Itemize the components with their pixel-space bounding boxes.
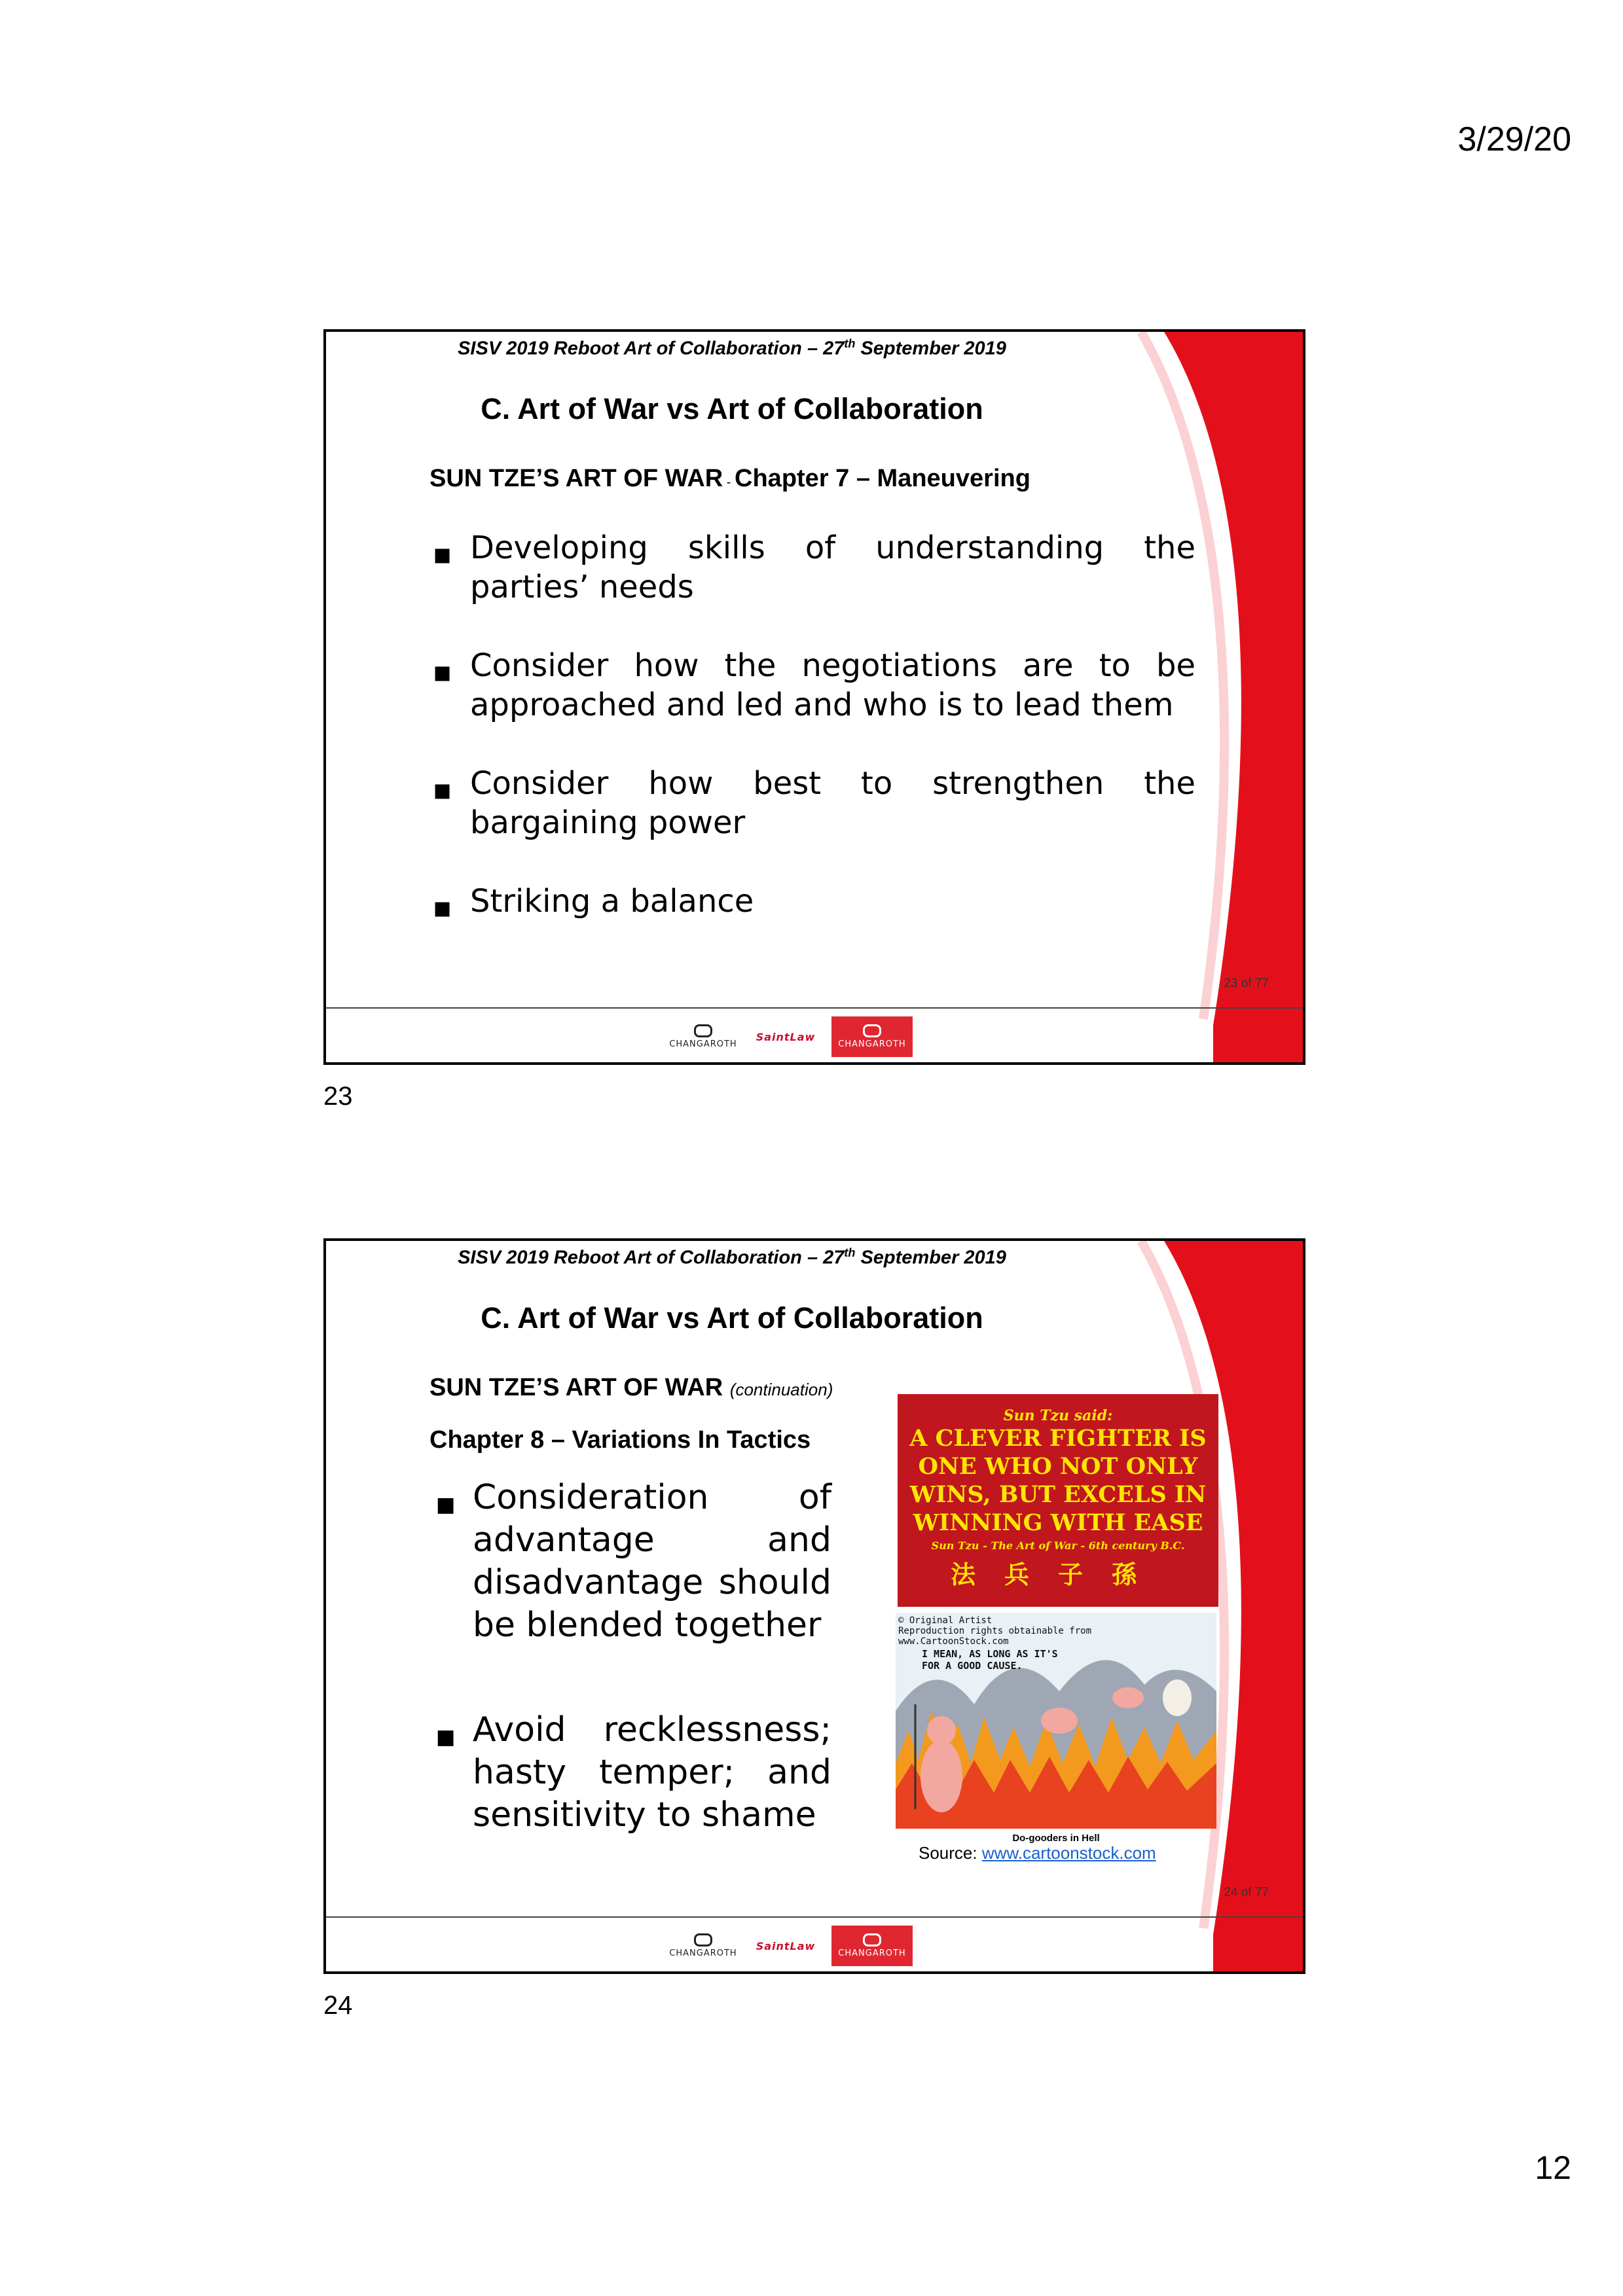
cartoon-speech: I MEAN, AS LONG AS IT'S FOR A GOOD CAUSE. (922, 1648, 1058, 1672)
bullet-list (429, 528, 1195, 921)
changaroth-chambers-logo: CHANGAROTH (666, 1926, 740, 1966)
slide-counter: 24 of 77 (1224, 1886, 1269, 1899)
bullet-item: ■ Consider how the negotiations are to be approached and led and who is to lead them (433, 647, 1195, 723)
changaroth-consultancy-logo: CHANGAROTH (831, 1926, 913, 1966)
bullet-marker: ■ (433, 661, 452, 684)
saintlaw-logo: SaintLaw (749, 1016, 822, 1057)
footer-logos (666, 1926, 913, 1966)
image-source: Source: www.cartoonstock.com (919, 1843, 1156, 1863)
bullet-item: ■ Striking a balance (429, 882, 1195, 921)
poster-line: A CLEVER FIGHTER IS (909, 1425, 1207, 1452)
slide-subtitle (429, 1374, 833, 1402)
slide-title: C. Art of War vs Art of Collaboration (481, 1301, 983, 1335)
book-title: SUN TZE’S ART OF WAR (429, 1374, 723, 1401)
footer-logos (666, 1016, 913, 1057)
bullet-marker: ■ (433, 897, 452, 920)
poster-line: WINS, BUT EXCELS IN (909, 1481, 1207, 1508)
cartoon-rights: Reproduction rights obtainable from (898, 1626, 1092, 1636)
bullet-marker: ■ (436, 1492, 456, 1516)
chapter-title: Chapter 8 – Variations In Tactics (429, 1426, 811, 1454)
saintlaw-logo: SaintLaw (749, 1926, 822, 1966)
bullet-item: ■ Consider how best to strengthen the bargaining power (433, 765, 1195, 841)
book-title: SUN TZE’S ART OF WAR (429, 465, 723, 492)
changaroth-chambers-logo: CHANGAROTH (666, 1016, 740, 1057)
poster-attribution: Sun Tzu - The Art of War - 6th century B.C. (931, 1539, 1185, 1552)
bullet-marker: ■ (433, 543, 452, 566)
continuation-note: (continuation) (729, 1380, 833, 1399)
bullet-marker: ■ (436, 1725, 456, 1749)
slide-counter: 23 of 77 (1224, 977, 1269, 990)
slide-title: C. Art of War vs Art of Collaboration (481, 392, 983, 425)
source-link[interactable]: www.cartoonstock.com (981, 1843, 1156, 1863)
page-number: 12 (1535, 2149, 1571, 2186)
bullet-marker: ■ (433, 779, 452, 802)
footer-divider (326, 1916, 1305, 1918)
bullet-item: ■ Consideration of advantage and disadvantage should be blended together (436, 1478, 831, 1645)
slide-23 (323, 329, 1305, 1065)
poster-line: ONE WHO NOT ONLY (918, 1453, 1198, 1480)
do-gooders-cartoon (896, 1613, 1216, 1829)
slide-header: SISV 2019 Reboot Art of Collaboration – 27th September 2019 (458, 1246, 1006, 1268)
bullet-item: ■ Developing skills of understanding the parties’ needs (433, 529, 1195, 605)
poster-line: WINNING WITH EASE (913, 1509, 1203, 1536)
page-date: 3/29/20 (1457, 120, 1571, 158)
footer-divider (326, 1007, 1305, 1009)
sun-tzu-quote-poster (898, 1394, 1218, 1607)
cartoon-credit: © Original Artist (898, 1615, 993, 1626)
bullet-item: ■ Avoid recklessness; hasty temper; and sensitivity to shame (436, 1710, 831, 1835)
slide-label: 24 (323, 1991, 353, 2020)
slide-subtitle: SUN TZE’S ART OF WAR - Chapter 7 – Maneuvering (429, 465, 1030, 492)
cartoon-caption: Do-gooders in Hell (1012, 1833, 1100, 1844)
changaroth-consultancy-logo: CHANGAROTH (831, 1016, 913, 1057)
poster-said: Sun Tzu said: (1003, 1407, 1113, 1424)
slide-24 (323, 1238, 1305, 1974)
poster-characters: 法兵子孫 (950, 1560, 1165, 1589)
slide-header: SISV 2019 Reboot Art of Collaboration – 27th September 2019 (458, 337, 1006, 359)
slide-label: 23 (323, 1082, 353, 1111)
bullet-list (432, 1477, 831, 1837)
cartoon-site: www.CartoonStock.com (898, 1636, 1009, 1647)
chapter-title: Chapter 7 – Maneuvering (735, 465, 1030, 492)
